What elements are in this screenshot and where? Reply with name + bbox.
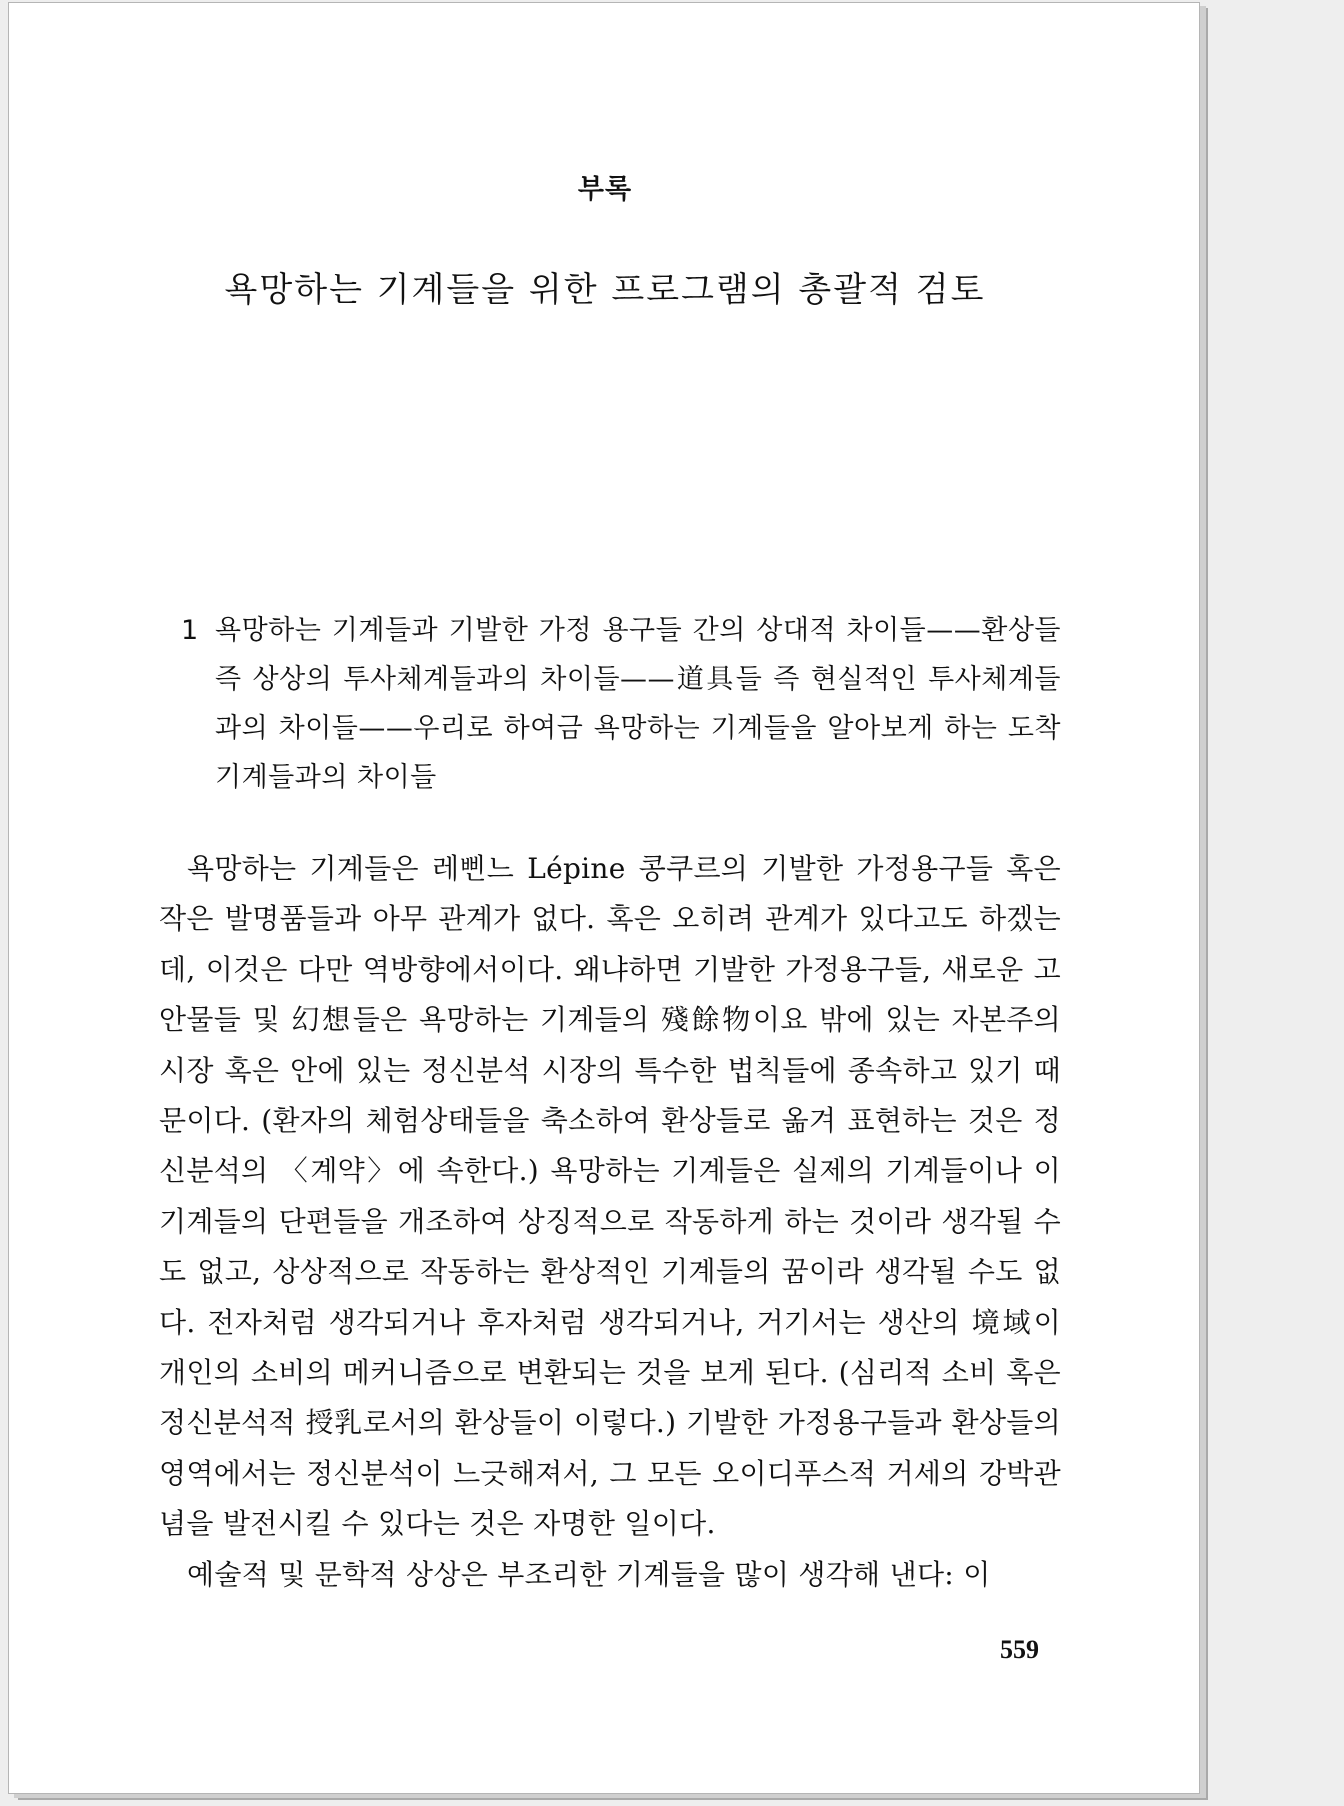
- subsection-number: 1: [181, 615, 199, 646]
- subsection-heading-text: 욕망하는 기계들과 기발한 가정 용구들 간의 상대적 차이들——환상들 즉 상상의 투사체계들과의 차이들——道具들 즉 현실적인 투사체계들과의 차이들——우리로 하여금 욕망하는 기계들을 알아보게 하는 도착기계들과의 차이들: [215, 615, 1061, 793]
- paragraph: 예술적 및 문학적 상상은 부조리한 기계들을 많이 생각해 낸다: 이: [187, 1557, 991, 1591]
- section-label: 부록: [577, 174, 633, 205]
- body-text: [159, 844, 1061, 1600]
- book-page: [8, 2, 1200, 1794]
- page-number: 559: [1000, 1635, 1039, 1664]
- paragraph: 욕망하는 기계들은 레삔느 Lépine 콩쿠르의 기발한 가정용구들 혹은 작은 발명품들과 아무 관계가 없다. 혹은 오히려 관계가 있다고도 하겠는데, 이것은 다만 역방향에서이다. 왜냐하면 기발한 가정용구들, 새로운 고안물들 및 幻想들은 욕망하는 기계들의 殘餘物이요 밖에 있는 자본주의 시장 혹은 안에 있는 정신분석 시장의 특수한 법칙들에 종속하고 있기 때문이다. (환자의 체험상태들을 축소하여 환상들로 옮겨 표현하는 것은 정신분석의 〈계약〉에 속한다.) 욕망하는 기계들은 실제의 기계들이나 이 기계들의 단편들을 개조하여 상징적으로 작동하게 하는 것이라 생각될 수도 없고, 상상적으로 작동하는 환상적인 기계들의 꿈이라 생각될 수도 없다. 전자처럼 생각되거나 후자처럼 생각되거나, 거기서는 생산의 境域이 개인의 소비의 메커니즘으로 변환되는 것을 보게 된다. (심리적 소비 혹은 정신분석적 授乳로서의 환상들이 이렇다.) 기발한 가정용구들과 환상들의 영역에서는 정신분석이 느긋해져서, 그 모든 오이디푸스적 거세의 강박관념을 발전시킬 수 있다는 것은 자명한 일이다.: [159, 852, 1061, 1541]
- subsection-heading: [181, 606, 1061, 802]
- chapter-title: 욕망하는 기계들을 위한 프로그램의 총괄적 검토: [224, 270, 986, 310]
